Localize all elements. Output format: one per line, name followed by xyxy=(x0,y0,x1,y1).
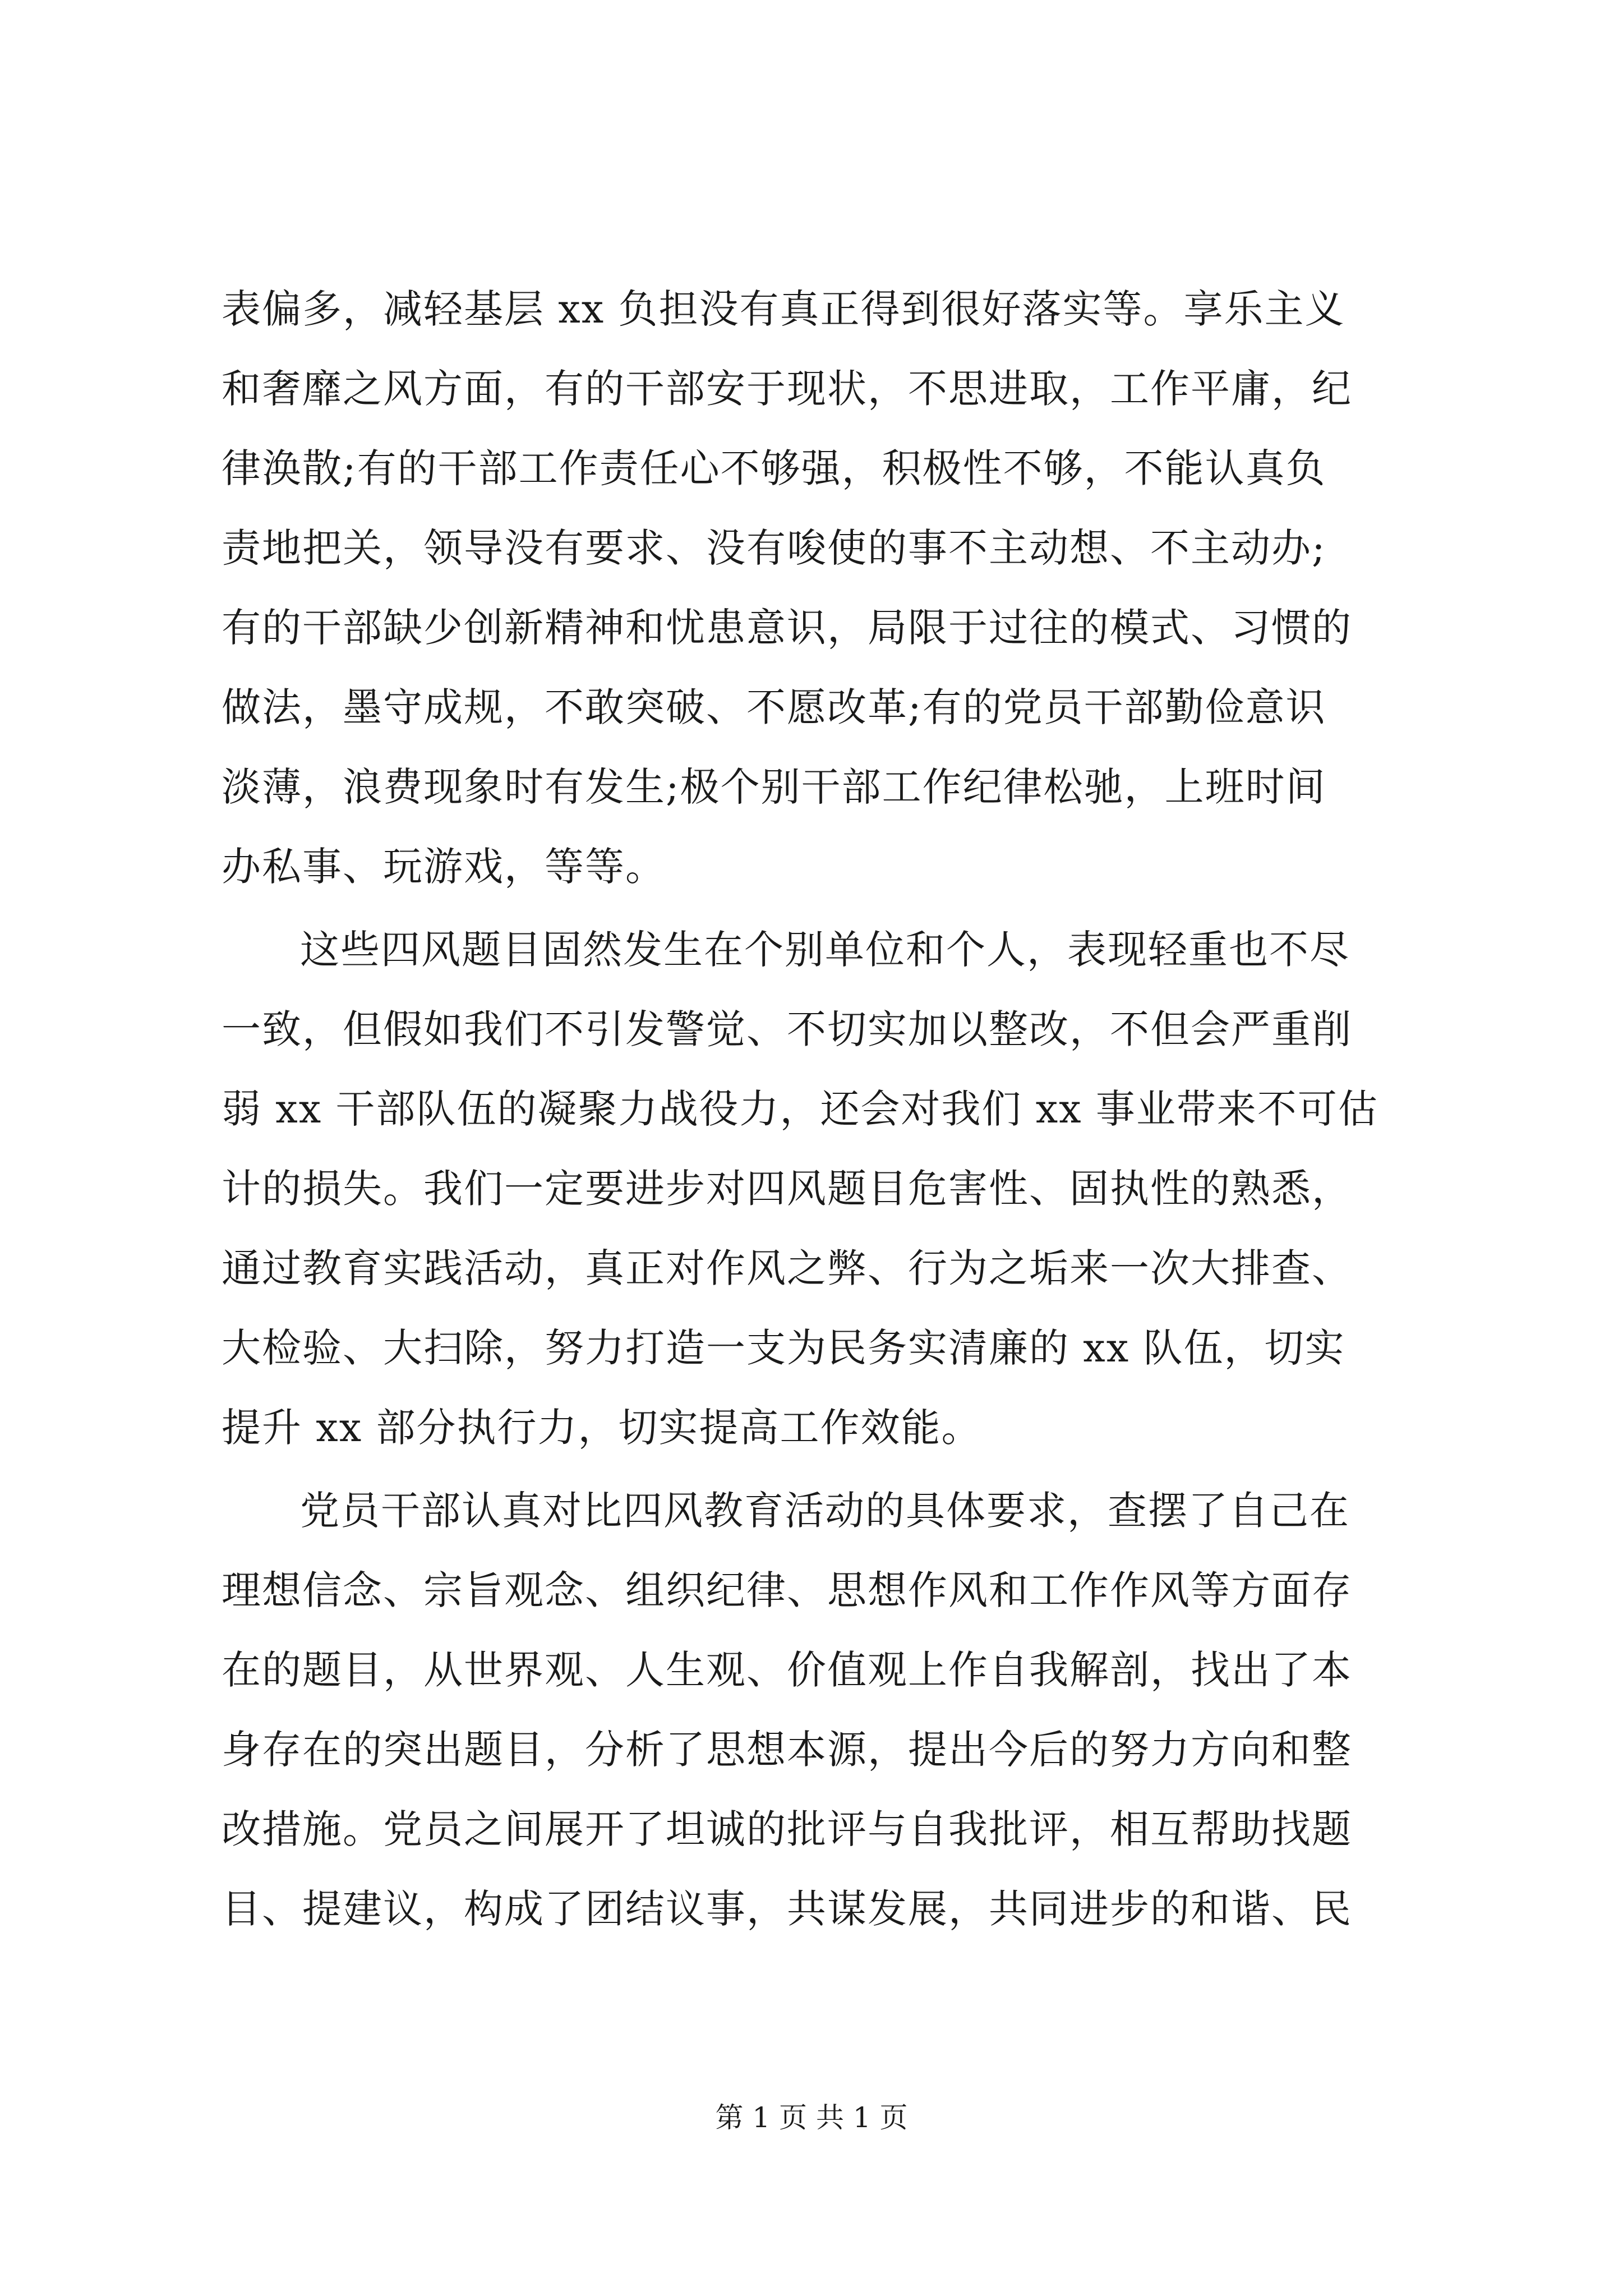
text-line: 和奢靡之风方面，有的干部安于现状，不思进取，工作平庸，纪 xyxy=(222,366,1352,412)
text-line: 理想信念、宗旨观念、组织纪律、思想作风和工作作风等方面存 xyxy=(222,1567,1352,1613)
text-line: 有的干部缺少创新精神和忧患意识，局限于过往的模式、习惯的 xyxy=(222,605,1352,651)
text-line: 改措施。党员之间展开了坦诚的批评与自我批评，相互帮助找题 xyxy=(222,1806,1352,1852)
text-line: 身存在的突出题目，分析了思想本源，提出今后的努力方向和整 xyxy=(222,1727,1352,1773)
text-line: 责地把关，领导没有要求、没有唆使的事不主动想、不主动办; xyxy=(222,525,1326,571)
text-line: 办私事、玩游戏，等等。 xyxy=(222,844,666,890)
page-footer: 第 1 页 共 1 页 xyxy=(715,2101,908,2134)
paragraph-start-line: 党员干部认真对比四风教育活动的具体要求，查摆了自己在 xyxy=(300,1488,1350,1534)
document-body xyxy=(222,269,1422,1949)
text-line: 律涣散;有的干部工作责任心不够强，积极性不够，不能认真负 xyxy=(222,445,1326,491)
text-line: 淡薄，浪费现象时有发生;极个别干部工作纪律松驰，上班时间 xyxy=(222,764,1326,810)
text-line: 做法，墨守成规，不敢突破、不愿改革;有的党员干部勤俭意识 xyxy=(222,684,1326,730)
text-line: 表偏多，减轻基层 xx 负担没有真正得到很好落实等。享乐主义 xyxy=(222,286,1345,332)
text-line: 通过教育实践活动，真正对作风之弊、行为之垢来一次大排查、 xyxy=(222,1245,1352,1291)
paragraph-start-line: 这些四风题目固然发生在个别单位和个人，表现轻重也不尽 xyxy=(300,927,1350,973)
text-line: 大检验、大扫除，努力打造一支为民务实清廉的 xx 队伍，切实 xyxy=(222,1325,1345,1371)
text-line: 在的题目，从世界观、人生观、价值观上作自我解剖，找出了本 xyxy=(222,1647,1352,1693)
text-line: 目、提建议，构成了团结议事，共谋发展，共同进步的和谐、民 xyxy=(222,1886,1352,1932)
text-line: 一致，但假如我们不引发警觉、不切实加以整改，不但会严重削 xyxy=(222,1006,1352,1052)
text-line: 弱 xx 干部队伍的凝聚力战役力，还会对我们 xx 事业带来不可估 xyxy=(222,1086,1378,1132)
text-line: 计的损失。我们一定要进步对四风题目危害性、固执性的熟悉， xyxy=(222,1166,1352,1212)
text-line: 提升 xx 部分执行力，切实提高工作效能。 xyxy=(222,1405,982,1451)
